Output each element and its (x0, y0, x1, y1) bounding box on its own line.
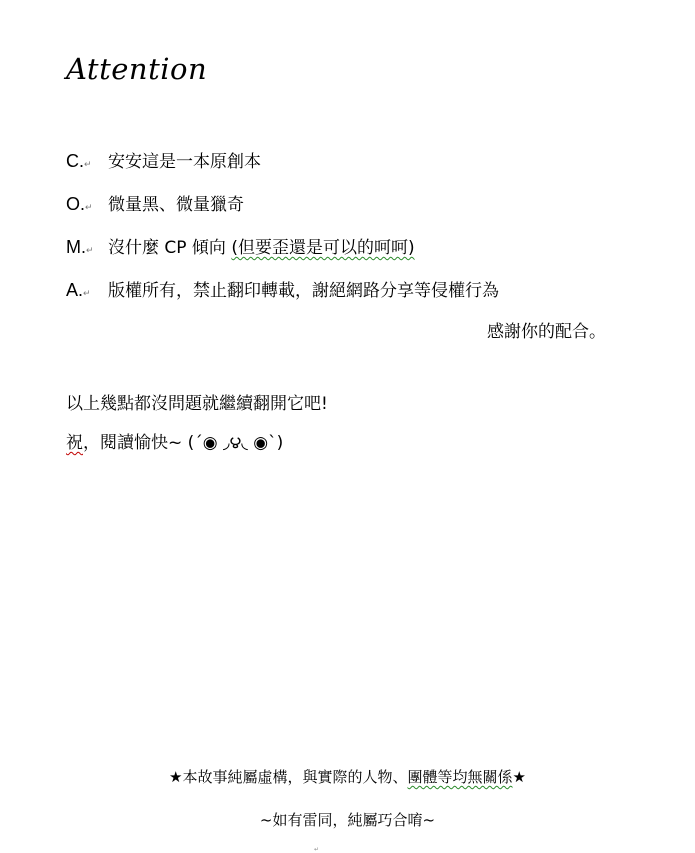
item-letter: C.↵ (66, 151, 92, 171)
item-text: 安安這是一本原創本 (108, 152, 261, 172)
list-item-a (66, 279, 499, 304)
item-text-grammar-flagged: (但要歪還是可以的呵呵) (231, 238, 415, 258)
closing-line-2 (66, 432, 283, 454)
footer-disclaimer (0, 767, 695, 787)
page-title: Attention (66, 52, 208, 86)
paragraph-mark-icon: ↵ (84, 159, 92, 169)
footer-text-grammar-flagged: 團體等均無關係 (407, 768, 513, 786)
paragraph-mark-icon: ↵ (86, 245, 94, 255)
paragraph-mark-icon: ↵ (314, 846, 320, 853)
item-letter: A.↵ (66, 280, 91, 300)
item-text: 沒什麼 CP 傾向 (108, 238, 232, 258)
spell-flagged-word: 祝 (66, 433, 83, 453)
closing-line-2-text: ，閱讀愉快~ (´◉ ◞౪◟ ◉`) (83, 433, 284, 453)
list-item-c (66, 150, 261, 175)
item-letter: M.↵ (66, 237, 94, 257)
footer-star: ★ (512, 768, 526, 786)
list-item-o (66, 193, 244, 218)
item-text: 版權所有，禁止翻印轉載，謝絕網路分享等侵權行為 (108, 281, 499, 301)
thanks-line: 感謝你的配合。 (487, 322, 606, 342)
item-text: 微量黑、微量獵奇 (108, 195, 244, 215)
footer-text: ★本故事純屬虛構，與實際的人物、 (169, 768, 408, 786)
list-item-m (66, 236, 415, 261)
paragraph-mark-icon: ↵ (85, 202, 93, 212)
closing-line-1: 以上幾點都沒問題就繼續翻開它吧! (66, 394, 328, 414)
item-letter: O.↵ (66, 194, 93, 214)
paragraph-mark-icon: ↵ (83, 288, 91, 298)
footer-coincidence: ~如有雷同，純屬巧合唷~ (259, 811, 436, 829)
